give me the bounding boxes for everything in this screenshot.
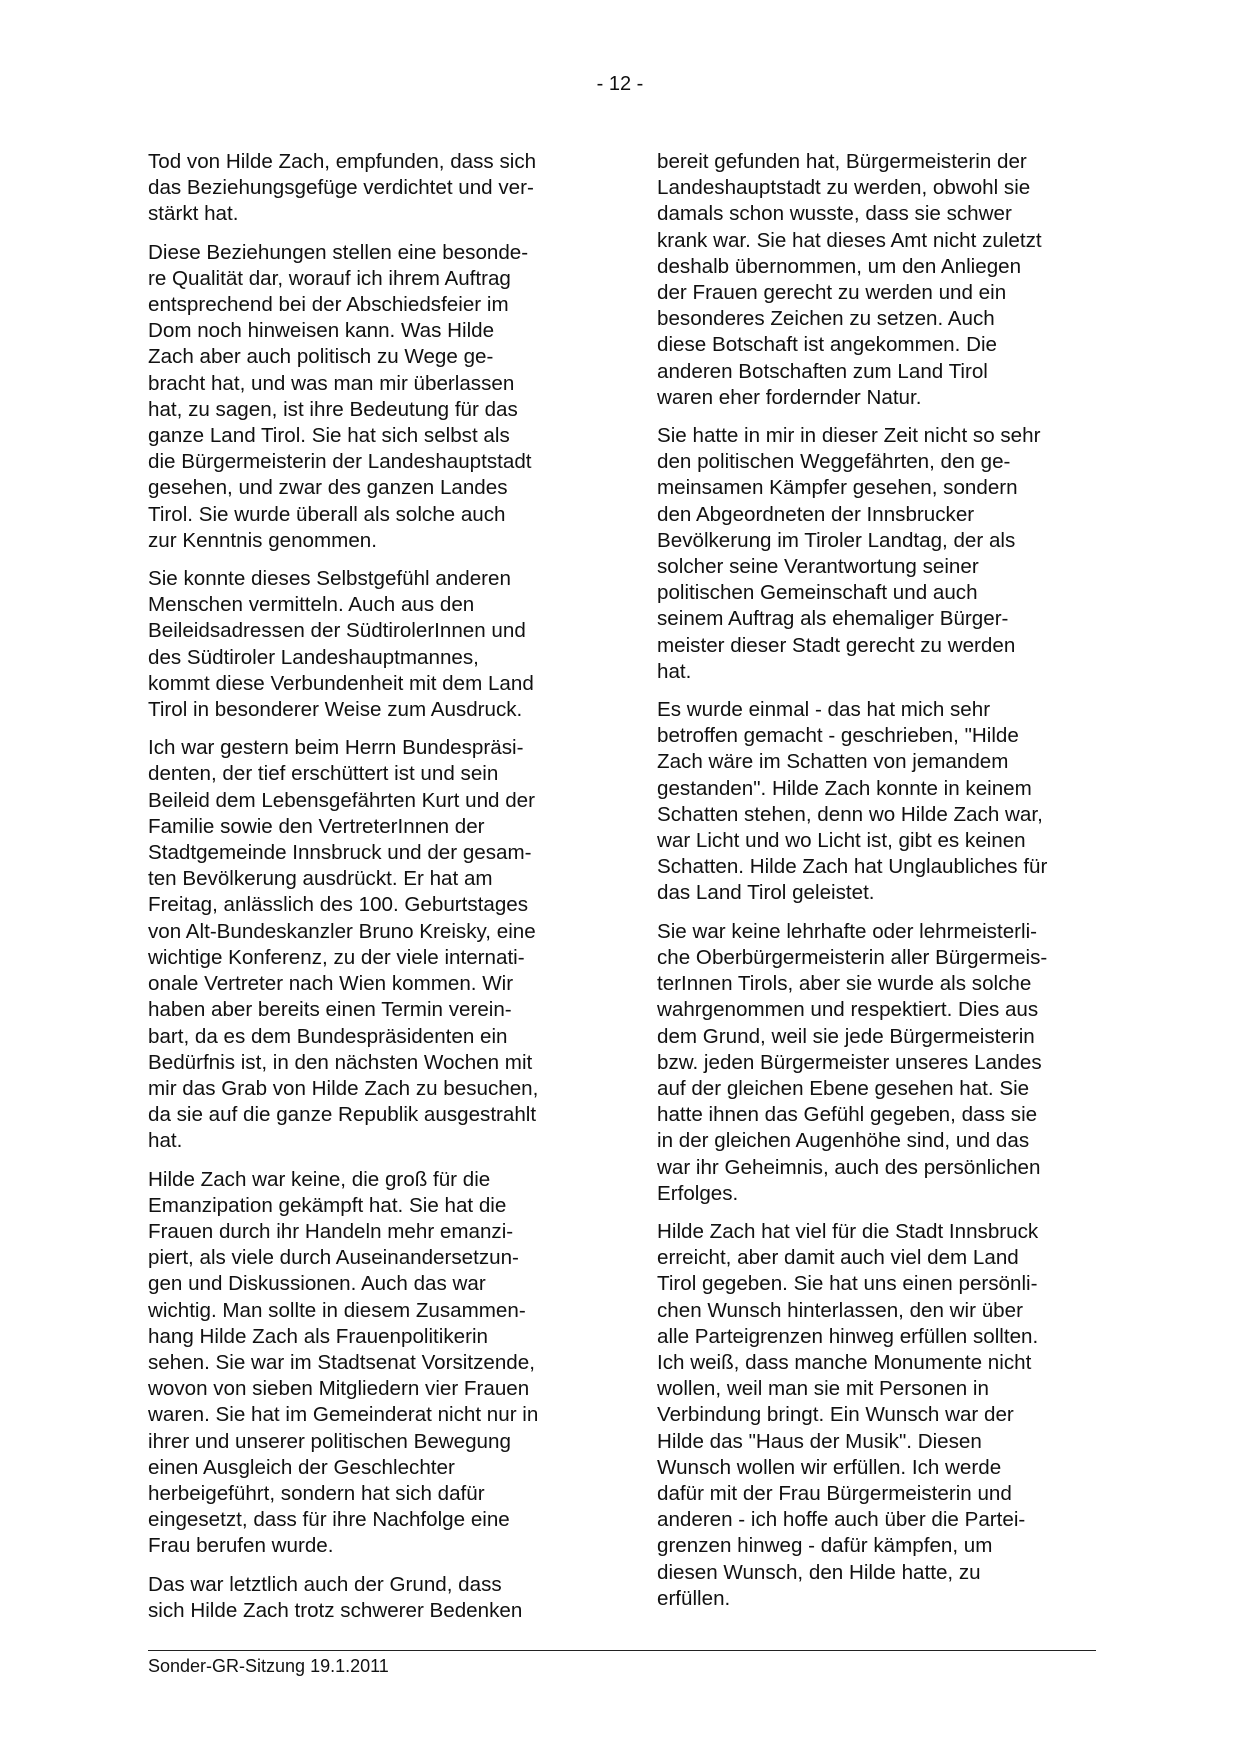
text-line: war Licht und wo Licht ist, gibt es keinen [657, 829, 1026, 853]
text-line: war ihr Geheimnis, auch des persönlichen [657, 1155, 1041, 1179]
text-line: besonderes Zeichen zu setzen. Auch [657, 307, 995, 331]
text-line: Hilde das "Haus der Musik". Diesen [657, 1429, 982, 1453]
text-line: dem Grund, weil sie jede Bürgermeisterin [657, 1024, 1035, 1048]
text-line: Schatten stehen, denn wo Hilde Zach war, [657, 802, 1043, 826]
text-line: sehen. Sie war im Stadtsenat Vorsitzende, [148, 1350, 535, 1374]
text-line: Verbindung bringt. Ein Wunsch war der [657, 1403, 1014, 1427]
text-line: kommt diese Verbundenheit mit dem Land [148, 671, 534, 695]
text-line: Beileid dem Lebensgefährten Kurt und der [148, 788, 535, 812]
text-line: Das war letztlich auch der Grund, dass [148, 1572, 502, 1596]
text-line: Beileidsadressen der SüdtirolerInnen und [148, 619, 526, 643]
text-line: Emanzipation gekämpft hat. Sie hat die [148, 1193, 507, 1217]
text-line: Stadtgemeinde Innsbruck und der gesam- [148, 841, 532, 865]
text-line: Dom noch hinweisen kann. Was Hilde [148, 319, 495, 343]
text-line: chen Wunsch hinterlassen, den wir über [657, 1298, 1023, 1322]
text-line: gen und Diskussionen. Auch das war [148, 1272, 486, 1296]
text-line: in der gleichen Augenhöhe sind, und das [657, 1129, 1030, 1153]
text-line: hat. [657, 659, 692, 683]
text-line: dafür mit der Frau Bürgermeisterin und [657, 1481, 1012, 1505]
text-line: erfüllen. [657, 1586, 731, 1610]
text-line: che Oberbürgermeisterin aller Bürgermeis- [657, 945, 1048, 969]
text-line: ihrer und unserer politischen Bewegung [148, 1429, 511, 1453]
text-line: waren. Sie hat im Gemeinderat nicht nur in [148, 1403, 539, 1427]
text-line: terInnen Tirols, aber sie wurde als solche [657, 972, 1032, 996]
paragraph [148, 240, 593, 554]
text-line: re Qualität dar, worauf ich ihrem Auftrag [148, 266, 511, 290]
right-column [657, 149, 1102, 1624]
text-line: eingesetzt, dass für ihre Nachfolge eine [148, 1508, 510, 1532]
paragraph [657, 149, 1102, 411]
text-line: sich Hilde Zach trotz schwerer Bedenken [148, 1598, 523, 1622]
text-line: damals schon wusste, dass sie schwer [657, 202, 1012, 226]
text-line: wollen, weil man sie mit Personen in [657, 1377, 989, 1401]
text-line: Es wurde einmal - das hat mich sehr [657, 698, 991, 722]
text-line: bracht hat, und was man mir überlassen [148, 371, 515, 395]
text-line: Erfolges. [657, 1181, 739, 1205]
text-line: piert, als viele durch Auseinandersetzun- [148, 1246, 519, 1270]
text-line: stärkt hat. [148, 202, 239, 226]
text-line: krank war. Sie hat dieses Amt nicht zuletzt [657, 228, 1042, 252]
text-line: wichtig. Man sollte in diesem Zusammen- [148, 1298, 526, 1322]
text-line: Diese Beziehungen stellen eine besonde- [148, 240, 529, 264]
text-line: betroffen gemacht - geschrieben, "Hilde [657, 724, 1019, 748]
text-line: anderen - ich hoffe auch über die Partei- [657, 1508, 1026, 1532]
text-line: wichtige Konferenz, zu der viele internati- [148, 945, 525, 969]
text-line: diesen Wunsch, den Hilde hatte, zu [657, 1560, 981, 1584]
paragraph [657, 697, 1102, 907]
text-line: meister dieser Stadt gerecht zu werden [657, 633, 1016, 657]
paragraph [148, 566, 593, 723]
text-line: der Frauen gerecht zu werden und ein [657, 281, 1007, 305]
paragraph [148, 735, 593, 1154]
text-line: politischen Gemeinschaft und auch [657, 581, 978, 605]
footer-divider [148, 1650, 1096, 1651]
text-line: entsprechend bei der Abschiedsfeier im [148, 293, 509, 317]
text-line: ten Bevölkerung ausdrückt. Er hat am [148, 867, 493, 891]
text-line: deshalb übernommen, um den Anliegen [657, 254, 1022, 278]
text-line: Familie sowie den VertreterInnen der [148, 814, 485, 838]
text-line: seinem Auftrag als ehemaliger Bürger- [657, 607, 1009, 631]
text-line: bereit gefunden hat, Bürgermeisterin der [657, 150, 1027, 173]
text-line: haben aber bereits einen Termin verein- [148, 998, 512, 1022]
paragraph [148, 1167, 593, 1560]
text-line: da sie auf die ganze Republik ausgestrahlt [148, 1103, 537, 1127]
paragraph [657, 919, 1102, 1207]
text-line: Sie hatte in mir in dieser Zeit nicht so sehr [657, 424, 1041, 448]
footer-text: Sonder-GR-Sitzung 19.1.2011 [148, 1656, 389, 1676]
text-line: Zach wäre im Schatten von jemandem [657, 750, 1009, 774]
text-line: Sie konnte dieses Selbstgefühl anderen [148, 567, 511, 591]
paragraph [148, 149, 593, 228]
text-line: wahrgenommen und respektiert. Dies aus [657, 998, 1039, 1022]
text-line: Tirol. Sie wurde überall als solche auch [148, 502, 506, 526]
text-line: Frau berufen wurde. [148, 1534, 334, 1558]
text-line: anderen Botschaften zum Land Tirol [657, 359, 988, 383]
text-line: grenzen hinweg - dafür kämpfen, um [657, 1534, 993, 1558]
text-line: Hilde Zach hat viel für die Stadt Innsbruck [657, 1219, 1039, 1243]
text-line: Bevölkerung im Tiroler Landtag, der als [657, 528, 1016, 552]
text-line: ganze Land Tirol. Sie hat sich selbst als [148, 424, 510, 448]
text-line: zur Kenntnis genommen. [148, 528, 377, 552]
text-line: hat. [148, 1129, 183, 1153]
text-line: meinsamen Kämpfer gesehen, sondern [657, 476, 1018, 500]
text-line: onale Vertreter nach Wien kommen. Wir [148, 972, 514, 996]
text-line: hatte ihnen das Gefühl gegeben, dass sie [657, 1103, 1038, 1127]
text-line: bart, da es dem Bundespräsidenten ein [148, 1024, 508, 1048]
text-line: Wunsch wollen wir erfüllen. Ich werde [657, 1455, 1002, 1479]
text-line: den Abgeordneten der Innsbrucker [657, 502, 975, 526]
text-line: Ich weiß, dass manche Monumente nicht [657, 1350, 1032, 1374]
text-line: Bedürfnis ist, in den nächsten Wochen mit [148, 1050, 533, 1074]
text-line: Tirol gegeben. Sie hat uns einen persönli- [657, 1272, 1038, 1296]
text-line: erreicht, aber damit auch viel dem Land [657, 1246, 1019, 1270]
text-line: das Beziehungsgefüge verdichtet und ver- [148, 176, 534, 200]
text-line: Ich war gestern beim Herrn Bundespräsi- [148, 736, 524, 760]
text-line: wovon von sieben Mitgliedern vier Frauen [148, 1377, 530, 1401]
text-line: das Land Tirol geleistet. [657, 881, 875, 905]
text-line: Zach aber auch politisch zu Wege ge- [148, 345, 494, 369]
paragraph [148, 1572, 593, 1624]
text-line: den politischen Weggefährten, den ge- [657, 450, 1011, 474]
text-line: gestanden". Hilde Zach konnte in keinem [657, 776, 1032, 800]
text-line: die Bürgermeisterin der Landeshauptstadt [148, 450, 532, 474]
text-line: Tod von Hilde Zach, empfunden, dass sich [148, 150, 537, 173]
text-line: herbeigeführt, sondern hat sich dafür [148, 1481, 485, 1505]
text-line: gesehen, und zwar des ganzen Landes [148, 476, 508, 500]
text-line: waren eher fordernder Natur. [657, 385, 922, 409]
text-line: denten, der tief erschüttert ist und sein [148, 762, 499, 786]
text-line: des Südtiroler Landeshauptmannes, [148, 645, 479, 669]
paragraph [657, 423, 1102, 685]
text-line: Frauen durch ihr Handeln mehr emanzi- [148, 1219, 514, 1243]
text-line: solcher seine Verantwortung seiner [657, 555, 979, 579]
text-line: Tirol in besonderer Weise zum Ausdruck. [148, 698, 523, 722]
text-line: von Alt-Bundeskanzler Bruno Kreisky, eine [148, 919, 536, 943]
text-line: Schatten. Hilde Zach hat Unglaubliches für [657, 855, 1048, 879]
text-line: auf der gleichen Ebene gesehen hat. Sie [657, 1076, 1030, 1100]
text-line: Menschen vermitteln. Auch aus den [148, 593, 475, 617]
text-line: einen Ausgleich der Geschlechter [148, 1455, 455, 1479]
text-line: bzw. jeden Bürgermeister unseres Landes [657, 1050, 1042, 1074]
left-column [148, 149, 593, 1636]
text-line: diese Botschaft ist angekommen. Die [657, 333, 997, 357]
text-line: Landeshauptstadt zu werden, obwohl sie [657, 176, 1031, 200]
page-number: - 12 - [596, 73, 644, 95]
text-line: mir das Grab von Hilde Zach zu besuchen, [148, 1076, 539, 1100]
text-line: Freitag, anlässlich des 100. Geburtstages [148, 893, 529, 917]
text-line: alle Parteigrenzen hinweg erfüllen sollten. [657, 1324, 1039, 1348]
text-line: Hilde Zach war keine, die groß für die [148, 1167, 491, 1191]
text-line: hang Hilde Zach als Frauenpolitikerin [148, 1324, 488, 1348]
text-line: Sie war keine lehrhafte oder lehrmeisterli- [657, 919, 1038, 943]
paragraph [657, 1219, 1102, 1612]
text-line: hat, zu sagen, ist ihre Bedeutung für das [148, 397, 518, 421]
